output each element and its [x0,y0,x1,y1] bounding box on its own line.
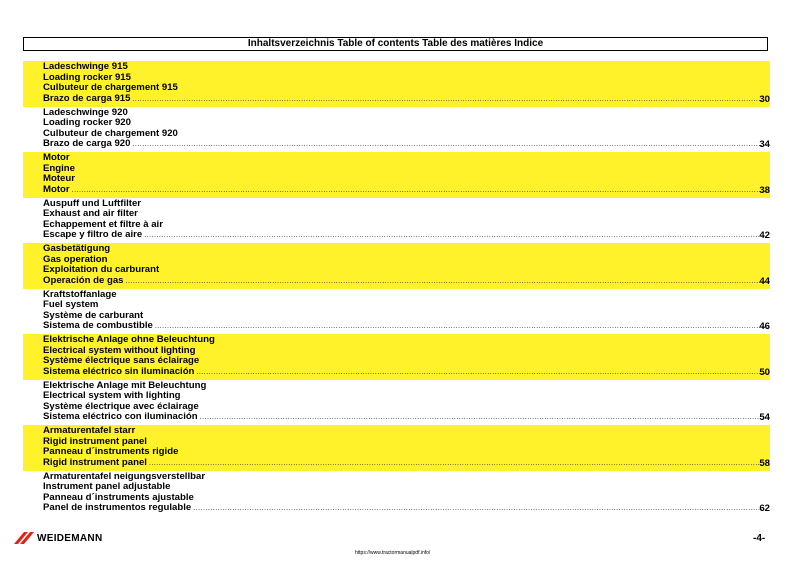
toc-entry-title: Système électrique avec éclairage [43,400,199,412]
toc-entry-title-es [43,412,770,424]
toc-entry-title: Elektrische Anlage ohne Beleuchtung [43,334,215,345]
toc-entry-title: Moteur [43,173,75,184]
toc-entry[interactable] [23,198,770,244]
toc-entry-title-es [43,230,770,242]
dot-leader [196,368,768,379]
dot-leader [193,504,768,515]
dot-leader [72,186,768,197]
toc-page-number: 50 [759,366,770,378]
dot-leader [200,413,768,424]
toc-entry-title: Panneau d´instruments rigide [43,446,179,457]
toc-entry-title: Armaturentafel neigungsverstellbar [43,470,206,482]
toc-entry-title-es [43,321,770,333]
toc-entry-label: Rigid instrument panel [43,456,147,468]
toc-entry-title: Exploitation du carburant [43,264,160,275]
toc-entry[interactable] [23,380,770,426]
toc-entry-title: Système électrique sans éclairage [43,355,200,366]
toc-entry-title: Rigid instrument panel [43,435,147,447]
toc-entry-title: Armaturentafel starr [43,425,136,436]
toc-entry-title-es [43,139,770,151]
dot-leader [132,140,768,151]
toc-header: Inhaltsverzeichnis Table of contents Table des matières Índice [23,37,768,51]
toc-list [23,61,770,516]
brand-logo [12,530,102,546]
toc-entry-title: Fuel system [43,299,99,310]
source-url[interactable]: https://www.tractormanualpdf.info/ [355,550,431,556]
page-number: -4- [753,533,766,544]
toc-entry[interactable] [23,289,770,335]
dot-leader [149,459,768,470]
toc-entry-title: Echappement et filtre à air [43,218,163,230]
toc-entry-label: Sistema de combustible [43,320,153,331]
toc-page-number: 42 [759,230,770,241]
toc-entry-title: Kraftstoffanlage [43,288,117,300]
toc-entry-title: Système de carburant [43,309,144,321]
toc-entry-label: Motor [43,183,70,195]
toc-entry-title-es [43,94,770,106]
toc-entry[interactable] [23,471,770,517]
toc-entry-title: Gas operation [43,253,108,265]
toc-entry-label: Sistema eléctrico sin iluminación [43,365,195,377]
toc-entry-title: Electrical system without lighting [43,344,196,356]
toc-entry-title: Electrical system with lighting [43,390,181,401]
toc-entry-title-es [43,503,770,515]
toc-entry-title: Instrument panel adjustable [43,481,171,492]
toc-entry-label: Panel de instrumentos regulable [43,502,192,513]
dot-leader [144,231,768,242]
toc-entry-label: Brazo de carga 915 [43,92,131,104]
toc-entry[interactable] [23,61,770,107]
toc-entry-label: Escape y filtro de aire [43,229,143,240]
toc-entry[interactable] [23,243,770,289]
toc-entry-title: Elektrische Anlage mit Beleuchtung [43,379,207,391]
toc-entry-title: Panneau d´instruments ajustable [43,491,194,503]
toc-entry[interactable] [23,152,770,198]
toc-entry-title: Auspuff und Luftfilter [43,197,142,209]
dot-leader [132,95,768,106]
toc-entry-label: Sistema eléctrico con iluminación [43,411,198,422]
toc-entry-title: Engine [43,162,75,174]
toc-entry-title-es [43,185,770,197]
toc-entry-title: Loading rocker 915 [43,71,131,83]
toc-entry[interactable] [23,107,770,153]
toc-entry-title: Ladeschwinge 920 [43,106,128,118]
toc-entry-title: Culbuteur de chargement 920 [43,127,178,139]
toc-page-number: 46 [759,321,770,332]
toc-page-number: 58 [759,457,770,469]
toc-entry-title: Loading rocker 920 [43,117,131,128]
toc-entry-title: Motor [43,152,70,163]
toc-page-number: 38 [759,184,770,196]
toc-page-number: 54 [759,412,770,423]
toc-entry-label: Operación de gas [43,274,124,286]
dot-leader [155,322,768,333]
toc-entry-title: Gasbetätigung [43,243,111,254]
toc-entry[interactable] [23,425,770,471]
toc-entry-title-es [43,367,770,379]
toc-entry-title-es [43,276,770,288]
brand-name: WEIDEMANN [37,532,103,544]
toc-entry-title: Exhaust and air filter [43,208,138,219]
toc-page-number: 34 [759,139,770,150]
toc-entry-label: Brazo de carga 920 [43,138,131,149]
dot-leader [126,277,768,288]
weidemann-logo-icon [12,530,34,546]
toc-page-number: 30 [759,93,770,105]
toc-page-number: 62 [759,503,770,514]
toc-entry-title-es [43,458,770,470]
toc-page-number: 44 [759,275,770,287]
toc-entry[interactable] [23,334,770,380]
toc-entry-title: Ladeschwinge 915 [43,61,128,72]
toc-entry-title: Culbuteur de chargement 915 [43,82,178,93]
